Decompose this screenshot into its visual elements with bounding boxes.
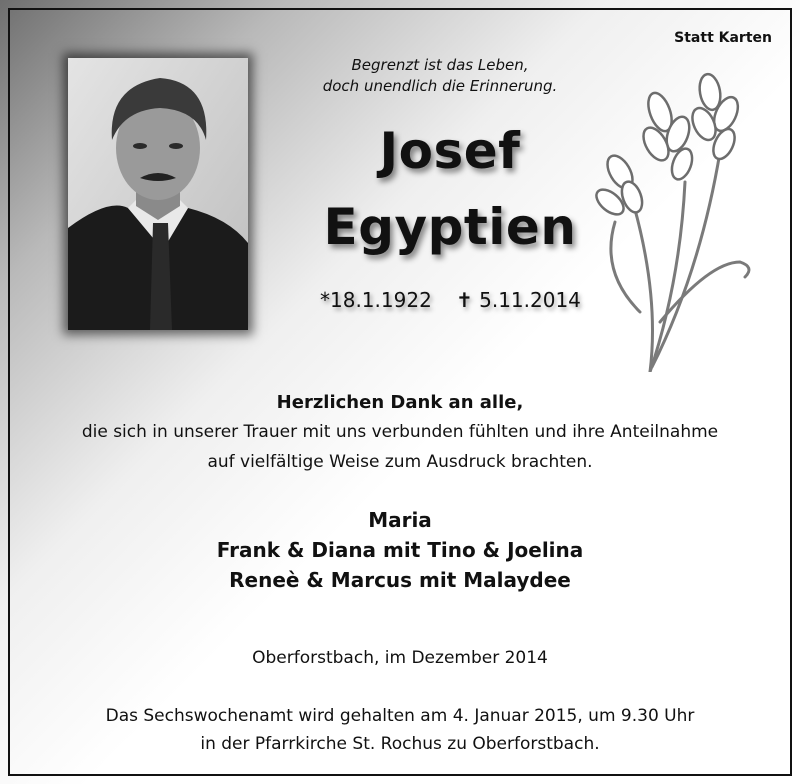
portrait-photo [68, 58, 248, 330]
statt-karten-label: Statt Karten [674, 30, 772, 46]
service-line-1: Das Sechswochenamt wird gehalten am 4. Januar 2015, um 9.30 Uhr [105, 706, 695, 726]
thanks-line-1: die sich in unserer Trauer mit uns verbunden fühlten und ihre Anteilnahme [81, 422, 719, 442]
service-line-2: in der Pfarrkirche St. Rochus zu Oberforstbach. [200, 734, 600, 754]
last-name: Egyptien [323, 198, 577, 256]
first-name: Josef [379, 122, 521, 180]
place-date: Oberforstbach, im Dezember 2014 [252, 648, 548, 668]
birth-date: *18.1.1922 [320, 288, 432, 312]
wheat-ornament-icon [590, 72, 760, 372]
death-date: ✝ 5.11.2014 [456, 288, 581, 312]
signer-line: Maria [368, 508, 432, 532]
signer-line: Reneè & Marcus mit Malaydee [229, 568, 571, 592]
signer-line: Frank & Diana mit Tino & Joelina [216, 538, 584, 562]
quote-line-2: doch unendlich die Erinnerung. [322, 77, 558, 95]
quote-line-1: Begrenzt ist das Leben, [351, 56, 529, 74]
thanks-line-2: auf vielfältige Weise zum Ausdruck brachten. [207, 452, 593, 472]
thanks-heading: Herzlichen Dank an alle, [276, 392, 524, 413]
